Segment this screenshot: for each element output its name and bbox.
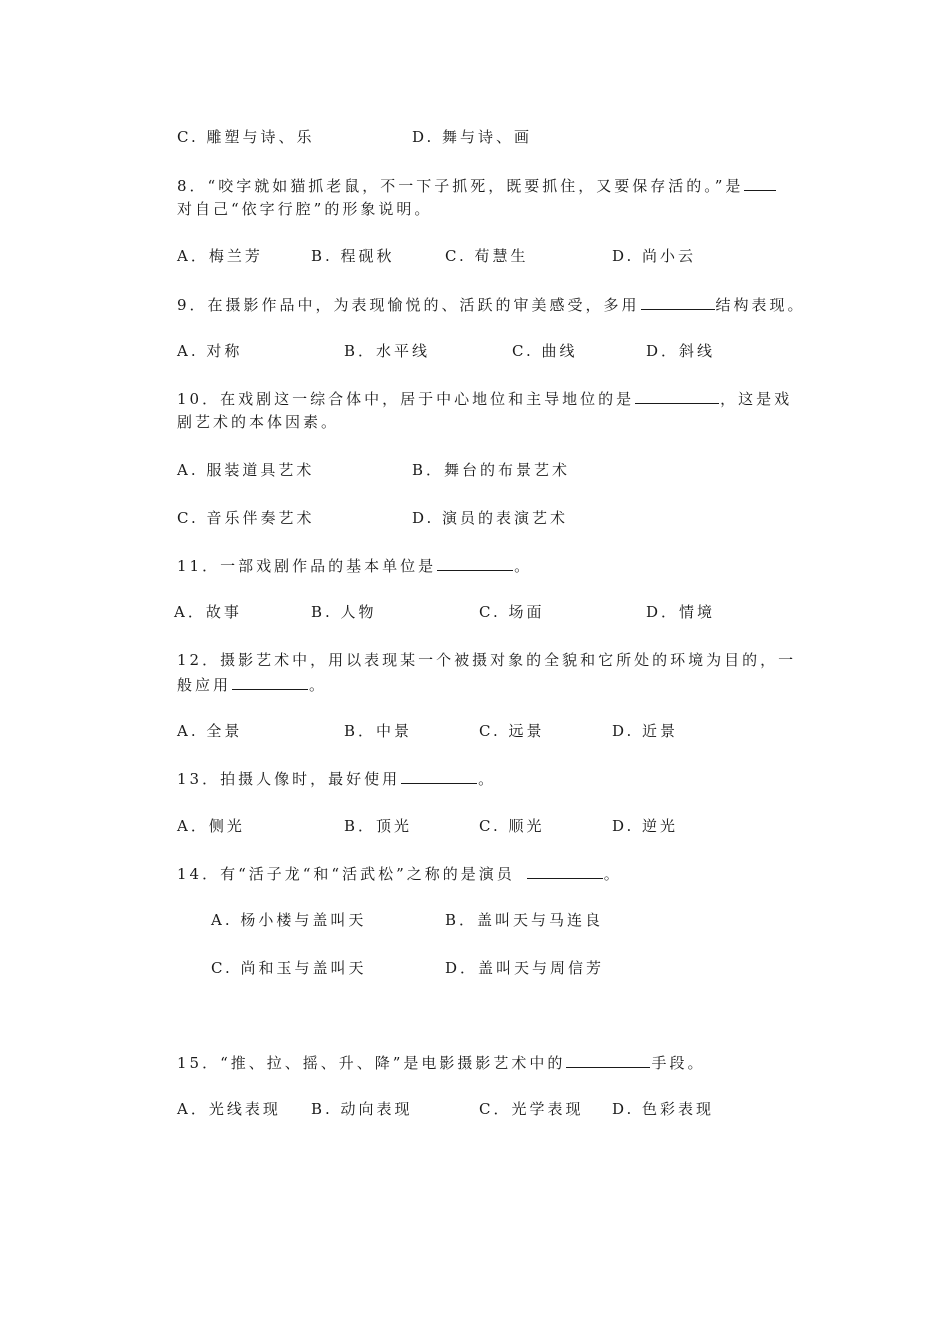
q11-stem: [177, 555, 532, 576]
q12-stem-text: 般应用: [177, 676, 232, 694]
q11-blank: [437, 555, 513, 571]
q12-blank: [232, 674, 308, 690]
q9-option-c: C. 曲线: [512, 342, 578, 360]
q9-stem-end: 结构表现。: [715, 296, 806, 314]
q8-blank: [744, 175, 776, 191]
q8-option-c: C. 荀慧生: [445, 247, 529, 265]
q14-option-d: D．盖叫天与周信芳: [445, 959, 605, 977]
q12-stem-line2: [177, 674, 327, 695]
q12-stem-line1: 12．摄影艺术中，用以表现某一个被摄对象的全貌和它所处的环境为目的，一: [177, 651, 797, 669]
q9-stem: [177, 294, 806, 315]
q11-option-d: D．情境: [646, 603, 716, 621]
q13-option-a: A．侧光: [177, 817, 245, 835]
q12-option-a: A. 全景: [177, 722, 243, 740]
q13-option-b: B．顶光: [344, 817, 413, 835]
q15-stem: [177, 1052, 705, 1073]
q9-option-b: B．水平线: [344, 342, 431, 360]
q13-option-c: C. 顺光: [479, 817, 545, 835]
q15-option-a: A．光线表现: [177, 1100, 281, 1118]
q9-blank: [641, 294, 715, 310]
q10-stem-cont: ，这是戏: [720, 390, 793, 408]
q8-option-a: A．梅兰芳: [177, 247, 263, 265]
q14-blank: [527, 863, 603, 879]
q15-option-b: B. 动向表现: [311, 1100, 413, 1118]
q9-stem-text: 9．在摄影作品中，为表现愉悦的、活跃的审美感受，多用: [177, 296, 640, 314]
q15-blank: [566, 1052, 650, 1068]
q12-option-c: C. 远景: [479, 722, 545, 740]
q10-option-b: B．舞台的布景艺术: [412, 461, 571, 479]
q10-stem-line2: 剧艺术的本体因素。: [177, 413, 340, 431]
q10-stem-line1: [177, 388, 792, 409]
q10-stem-text: 10．在戏剧这一综合体中，居于中心地位和主导地位的是: [177, 390, 635, 408]
q11-stem-end: 。: [514, 557, 533, 575]
q14-option-b: B．盖叫天与马连良: [445, 911, 604, 929]
q11-option-a: A．故事: [174, 603, 242, 621]
q13-stem-text: 13．拍摄人像时，最好使用: [177, 770, 401, 788]
q11-option-b: B. 人物: [311, 603, 377, 621]
q14-option-c: C. 尚和玉与盖叫天: [211, 959, 367, 977]
q14-stem-end: 。: [603, 865, 622, 883]
q7-option-c: C. 雕塑与诗、乐: [177, 128, 315, 146]
q10-blank: [635, 388, 719, 404]
q9-option-d: D．斜线: [646, 342, 716, 360]
q13-stem-end: 。: [478, 770, 497, 788]
q13-blank: [401, 768, 477, 784]
q11-stem-text: 11．一部戏剧作品的基本单位是: [177, 557, 437, 575]
q12-option-b: B．中景: [344, 722, 413, 740]
q8-option-b: B. 程砚秋: [311, 247, 395, 265]
q7-option-d: D. 舞与诗、画: [412, 128, 533, 146]
q14-option-a: A. 杨小楼与盖叫天: [211, 911, 367, 929]
q8-stem-line2: 对自己“依字行腔”的形象说明。: [177, 200, 433, 218]
q15-option-d: D. 色彩表现: [612, 1100, 715, 1118]
q10-option-c: C. 音乐伴奏艺术: [177, 509, 315, 527]
q14-stem: [177, 863, 622, 884]
q8-stem-text: 8．“咬字就如猫抓老鼠，不一下子抓死，既要抓住，又要保存活的。”是: [177, 177, 744, 195]
q9-option-a: A. 对称: [177, 342, 243, 360]
q15-option-c: C．光学表现: [479, 1100, 584, 1118]
q8-stem-line1: [177, 175, 777, 196]
q14-stem-text: 14．有“活子龙“和“活武松”之称的是演员: [177, 865, 515, 883]
q10-option-a: A. 服装道具艺术: [177, 461, 315, 479]
q12-stem-end: 。: [309, 676, 328, 694]
q15-stem-text: 15．“推、拉、摇、升、降”是电影摄影艺术中的: [177, 1054, 566, 1072]
q13-stem: [177, 768, 496, 789]
q15-stem-end: 手段。: [651, 1054, 706, 1072]
q10-option-d: D. 演员的表演艺术: [412, 509, 569, 527]
q13-option-d: D. 逆光: [612, 817, 679, 835]
q11-option-c: C. 场面: [479, 603, 545, 621]
q12-option-d: D. 近景: [612, 722, 679, 740]
q8-option-d: D. 尚小云: [612, 247, 697, 265]
